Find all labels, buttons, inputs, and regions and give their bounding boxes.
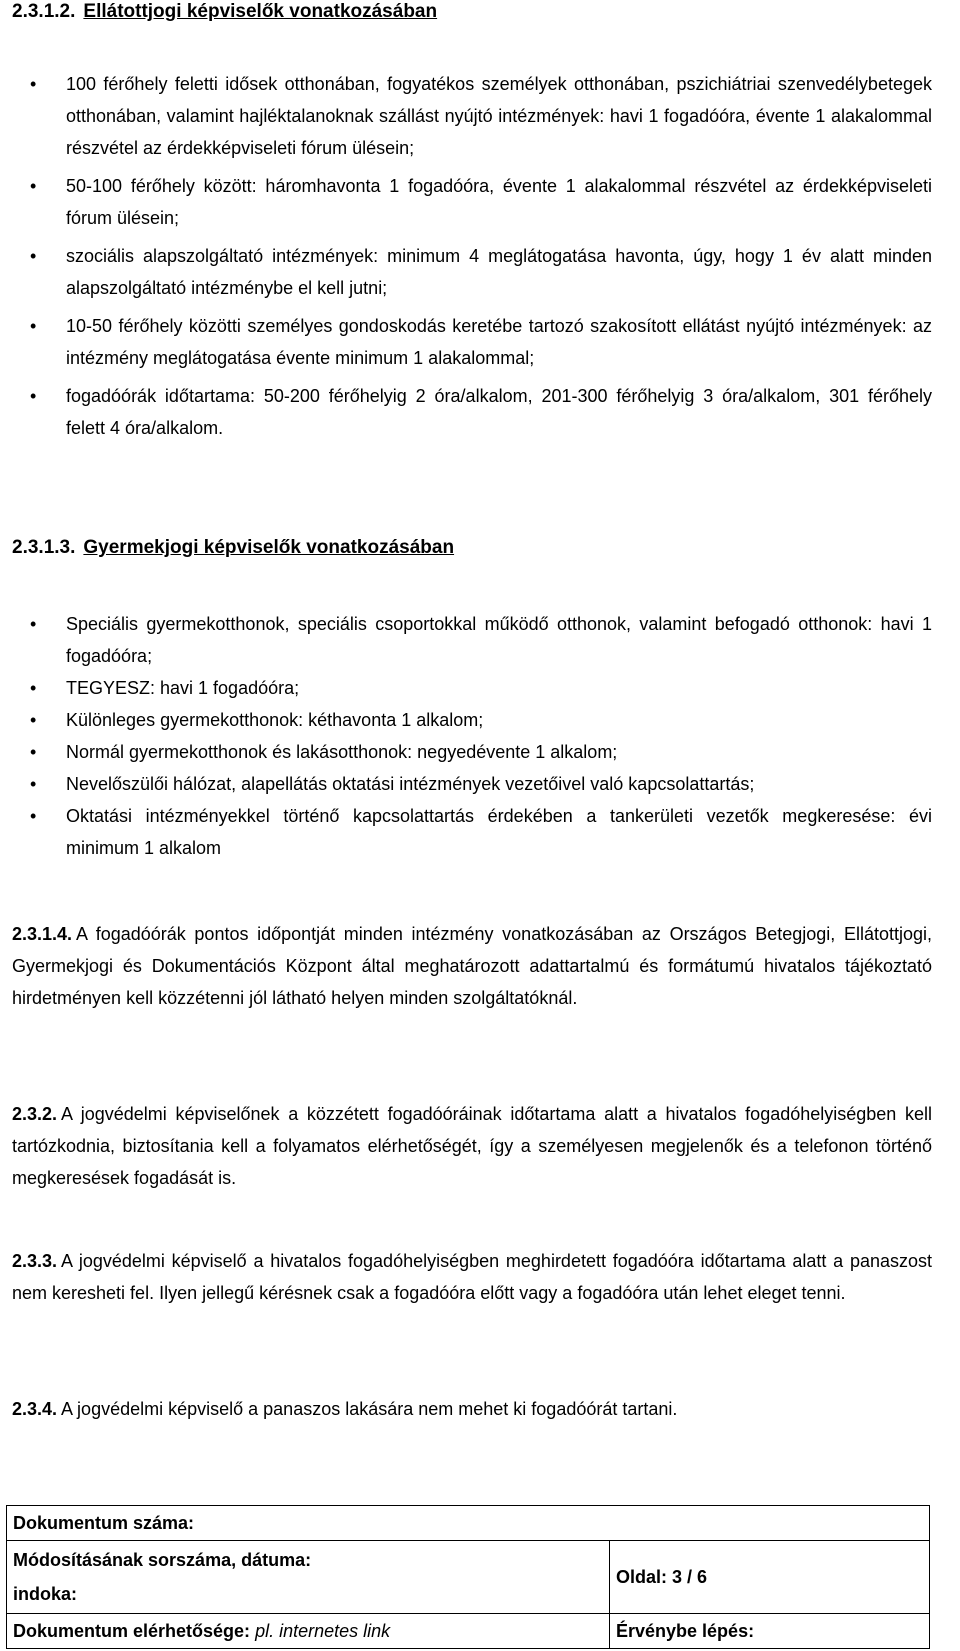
list-item: • 10-50 férőhely közötti személyes gondoskodás keretébe tartozó szakosított ellátást nyújtó intézmények: az intézmény meglátogatása évente minimum 1 alakalommal; xyxy=(0,310,960,374)
doc-number-cell: Dokumentum száma: xyxy=(7,1506,930,1541)
bullet-icon: • xyxy=(30,74,37,94)
list-item: • Oktatási intézményekkel történő kapcsolattartás érdekében a tankerületi vezetők megkeresése: évi minimum 1 alkalom xyxy=(0,800,960,864)
section-title: Gyermekjogi képviselők vonatkozásában xyxy=(83,537,455,558)
list-item: • 100 férőhely feletti idősek otthonában, fogyatékos személyek otthonában, pszichiátriai szenvedélybetegek otthonában, valamint hajléktalanoknak szállást nyújtó intézmények: havi 1 fogadóóra, évente 1 alakalommal részvétel az érdekképviseleti fórum ülésein; xyxy=(0,68,960,164)
paragraph-number: 2.3.4. xyxy=(12,1399,58,1419)
list-item: • fogadóórák időtartama: 50-200 férőhelyig 2 óra/alkalom, 201-300 férőhelyig 3 óra/alkalom, 301 férőhely felett 4 óra/alkalom. xyxy=(0,380,960,444)
bullet-icon: • xyxy=(30,710,37,730)
section-heading-2-3-1-3 xyxy=(12,536,454,560)
section-number: 2.3.1.3. xyxy=(12,537,76,558)
list-item: • Nevelőszülői hálózat, alapellátás oktatási intézmények vezetőivel való kapcsolattartás; xyxy=(0,768,960,800)
paragraph-text: A jogvédelmi képviselőnek a közzétett fogadóóráinak időtartama alatt a hivatalos fogadóhelyiségben kell tartózkodnia, biztosítania kell a folyamatos elérhetőségét, így a személyesen megjelenők és a telefonon történő megkeresések fogadását is. xyxy=(12,1104,932,1188)
paragraph-2-3-1-4 xyxy=(12,918,932,1014)
bullet-icon: • xyxy=(30,742,37,762)
paragraph-text: A jogvédelmi képviselő a hivatalos fogadóhelyiségben meghirdetett fogadóóra időtartama alatt a panaszost nem keresheti fel. Ilyen jellegű kérésnek csak a fogadóóra előtt vagy a fogadóóra után lehet eleget tenni. xyxy=(12,1251,932,1303)
list-item: • 50-100 férőhely között: háromhavonta 1 fogadóóra, évente 1 alakalommal részvétel az érdekképviseleti fórum ülésein; xyxy=(0,170,960,234)
list-item: • Normál gyermekotthonok és lakásotthonok: negyedévente 1 alkalom; xyxy=(0,736,960,768)
paragraph-text: A jogvédelmi képviselő a panaszos lakására nem mehet ki fogadóórát tartani. xyxy=(61,1399,678,1419)
page-number-cell: Oldal: 3 / 6 xyxy=(610,1541,930,1614)
bullet-icon: • xyxy=(30,316,37,336)
list-item: • szociális alapszolgáltató intézmények: minimum 4 meglátogatása havonta, úgy, hogy 1 év alatt minden alapszolgáltató intézménybe el kell jutni; xyxy=(0,240,960,304)
paragraph-text: A fogadóórák pontos időpontját minden intézmény vonatkozásában az Országos Betegjogi, Ellátottjogi, Gyermekjogi és Dokumentációs Központ által meghatározott adattartalmú és formátumú hivatalos tájékoztató hirdetményen kell közzétenni jól látható helyen minden szolgáltatóknál. xyxy=(12,924,932,1008)
list-item: • Különleges gyermekotthonok: kéthavonta 1 alkalom; xyxy=(0,704,960,736)
bullet-icon: • xyxy=(30,774,37,794)
bullet-list-ellatottjogi xyxy=(0,68,960,444)
bullet-icon: • xyxy=(30,806,37,826)
paragraph-number: 2.3.1.4. xyxy=(12,924,73,944)
modification-cell: Módosításának sorszáma, dátuma: indoka: xyxy=(7,1541,610,1614)
paragraph-2-3-3 xyxy=(12,1245,932,1309)
document-footer-table xyxy=(6,1505,930,1649)
bullet-icon: • xyxy=(30,386,37,406)
paragraph-number: 2.3.3. xyxy=(12,1251,58,1271)
paragraph-2-3-2 xyxy=(12,1098,932,1194)
availability-cell: Dokumentum elérhetősége: pl. internetes link xyxy=(7,1614,610,1649)
list-item: • TEGYESZ: havi 1 fogadóóra; xyxy=(0,672,960,704)
section-number: 2.3.1.2. xyxy=(12,1,76,22)
bullet-icon: • xyxy=(30,246,37,266)
list-item: • Speciális gyermekotthonok, speciális csoportokkal működő otthonok, valamint befogadó otthonok: havi 1 fogadóóra; xyxy=(0,608,960,672)
section-title: Ellátottjogi képviselők vonatkozásában xyxy=(83,1,438,22)
bullet-icon: • xyxy=(30,678,37,698)
availability-value: pl. internetes link xyxy=(255,1621,391,1641)
bullet-icon: • xyxy=(30,614,37,634)
bullet-icon: • xyxy=(30,176,37,196)
section-heading-2-3-1-2 xyxy=(12,0,437,24)
paragraph-number: 2.3.2. xyxy=(12,1104,58,1124)
effective-date-cell: Érvénybe lépés: xyxy=(610,1614,930,1649)
paragraph-2-3-4 xyxy=(12,1393,932,1425)
bullet-list-gyermekjogi xyxy=(0,608,960,864)
